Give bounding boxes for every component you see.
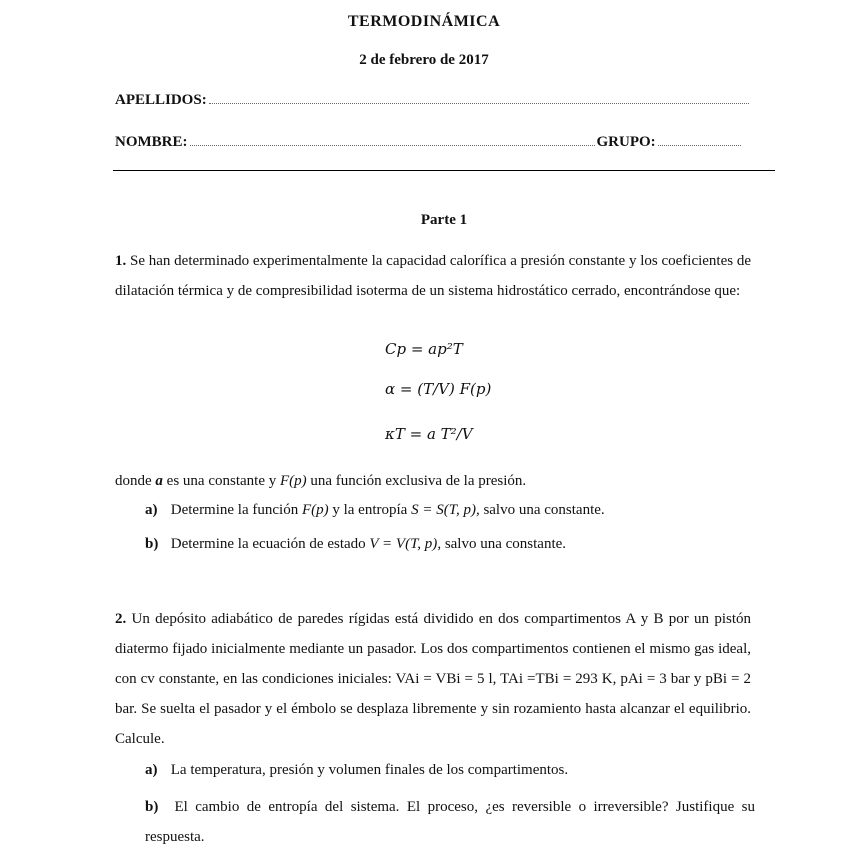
problem-2-statement: [115, 604, 751, 754]
equation-3-text: κT = a T²/V: [385, 425, 473, 443]
item-a-text-2: y la entropía: [328, 502, 412, 518]
problem-1-definitions: [115, 466, 751, 496]
nombre-label: NOMBRE:: [115, 134, 188, 150]
problem-2-text: Un depósito adiabático de paredes rígidas está dividido en dos compartimentos A y B por un pistón diatermo fijado inicialmente mediante un pasador. Los dos compartimentos contienen el mismo gas ideal, con cv constante, en las condiciones iniciales: VAi = VBi = 5 l, TAi =TBi = 293 K, pAi = 3 bar y pBi = 2 bar. Se suelta el pasador y el émbolo se desplaza libremente y sin rozamiento hasta alcanzar el equilibrio. Calcule.: [115, 611, 752, 747]
item-b-text-2: , salvo una constante.: [437, 536, 567, 552]
definition-text-3: una función exclusiva de la presión.: [306, 473, 527, 489]
definition-text-2: es una constante y: [162, 473, 280, 489]
item-a-math-1: F(p): [301, 502, 329, 518]
problem-1-statement: [115, 246, 751, 306]
nombre-field: [115, 133, 741, 151]
problem-1-item-a: [145, 502, 605, 519]
problem-1-number: 1.: [115, 253, 127, 269]
equation-heat-capacity: [385, 340, 463, 358]
item-b-math-1: V = V(T, p): [369, 536, 438, 552]
apellidos-label: APELLIDOS:: [115, 92, 207, 108]
problem-1-item-b: [145, 536, 566, 553]
part-heading: Parte 1: [420, 212, 468, 228]
item-a-text-1: Determine la función: [170, 502, 302, 518]
item-b-label: b): [145, 536, 159, 552]
constant-a: a: [155, 473, 163, 489]
item-b-text: El cambio de entropía del sistema. El proceso, ¿es reversible o irreversible? Justifique su respuesta.: [145, 799, 756, 845]
definition-text-1: donde: [115, 473, 156, 489]
apellidos-fill-line: [209, 91, 749, 104]
item-a-text-3: , salvo una constante.: [475, 502, 605, 518]
function-F-of-p: F(p): [279, 473, 307, 489]
problem-2-item-b: [145, 792, 755, 852]
item-a-text: La temperatura, presión y volumen finales de los compartimentos.: [170, 762, 569, 778]
grupo-label: GRUPO:: [596, 134, 656, 150]
item-a-label: a): [145, 762, 158, 778]
grupo-fill-line: [658, 133, 741, 146]
document-title: TERMODINÁMICA: [347, 13, 501, 30]
exam-date: 2 de febrero de 2017: [359, 52, 489, 68]
equation-thermal-expansion: [385, 380, 491, 398]
item-b-label: b): [145, 799, 159, 815]
apellidos-field: [115, 91, 749, 109]
nombre-fill-line: [190, 133, 595, 146]
problem-2-number: 2.: [115, 611, 127, 627]
problem-1-intro: Se han determinado experimentalmente la capacidad calorífica a presión constante y los coeficientes de dilatación térmica y de compresibilidad isoterma de un sistema hidrostático cerrado, encontrándose que:: [115, 253, 752, 299]
item-a-math-2: S = S(T, p): [411, 502, 476, 518]
equation-2-text: α = (T/V) F(p): [385, 380, 492, 398]
item-b-text-1: Determine la ecuación de estado: [170, 536, 370, 552]
equation-1-text: Cp = ap²T: [385, 340, 463, 358]
header-divider: [113, 170, 775, 171]
problem-2-item-a: [145, 762, 568, 779]
equation-compressibility: [385, 425, 473, 443]
item-a-label: a): [145, 502, 158, 518]
